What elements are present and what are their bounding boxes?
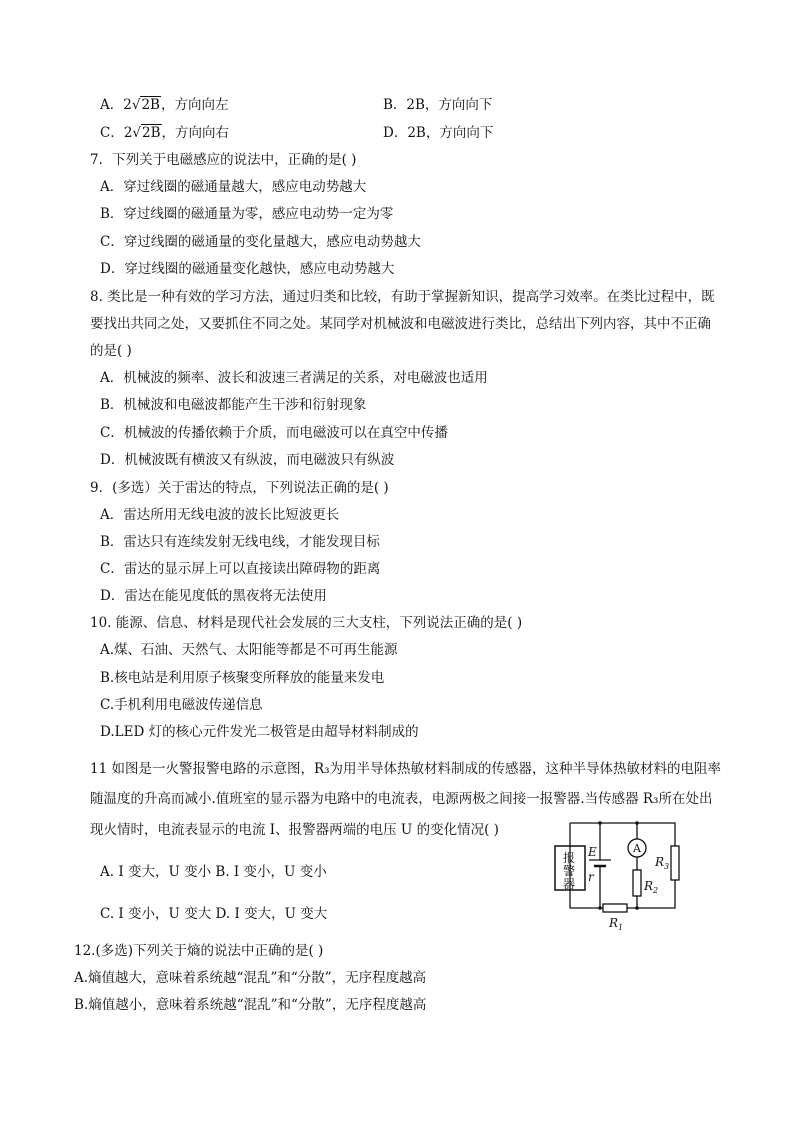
r2-resistor	[633, 870, 641, 896]
r1-resistor	[603, 904, 627, 912]
q10-option-b: B.核电站是利用原子核聚变所释放的能量来发电	[100, 670, 385, 686]
q7-option-c: C．穿过线圈的磁通量的变化量越大，感应电动势越大	[100, 234, 421, 250]
q10-option-a: A.煤、石油、天然气、太阳能等都是不可再生能源	[100, 642, 398, 658]
q9-stem: 9．(多选）关于雷达的特点，下列说法正确的是( )	[90, 480, 389, 496]
q8-stem-line1: 8. 类比是一种有效的学习方法，通过归类和比较，有助于掌握新知识，提高学习效率。在类比过程中，既	[90, 289, 715, 305]
alarm-circuit-diagram	[545, 818, 690, 933]
q7-option-b: B．穿过线圈的磁通量为零，感应电动势一定为零	[100, 206, 394, 222]
q11-stem-line2: 随温度的升高而减小.值班室的显示器为电路中的电流表，电源两极之间接一报警器.当传感器 R₃所在处出	[90, 791, 713, 807]
q8-stem-line2: 要找出共同之处，又要抓住不同之处。某同学对机械波和电磁波进行类比，总结出下列内容，其中不正确	[90, 316, 711, 332]
q9-option-d: D．雷达在能见度低的黑夜将无法使用	[100, 588, 327, 604]
q6-option-a: A．2√2B，方向向左	[100, 97, 229, 113]
q9-option-c: C．雷达的显示屏上可以直接读出障碍物的距离	[100, 561, 381, 577]
r1-label: $R_1$	[609, 916, 624, 932]
q11-stem-line3: 现火情时，电流表显示的电流 I、报警器两端的电压 U 的变化情况( )	[90, 822, 499, 838]
q11-options-cd: C. I 变小，U 变大 D. I 变大，U 变大	[100, 906, 328, 922]
q6-option-b: B．2B，方向向下	[383, 97, 493, 113]
r2-label: $R_2$	[644, 879, 659, 895]
emf-label: E	[588, 845, 597, 859]
q8-option-a: A．机械波的频率、波长和波速三者满足的关系，对电磁波也适用	[100, 370, 488, 386]
ammeter-label: A	[633, 842, 641, 855]
sqrt-symbol: √2B	[132, 125, 161, 141]
q11-options-ab: A. I 变大，U 变小 B. I 变小，U 变小	[100, 864, 327, 880]
r3-resistor	[671, 846, 679, 880]
q12-stem: 12.(多选)下列关于熵的说法中正确的是( )	[74, 943, 324, 959]
q8-option-d: D．机械波既有横波又有纵波，而电磁波只有纵波	[100, 452, 395, 468]
q10-option-d: D.LED 灯的核心元件发光二极管是由超导材料制成的	[100, 724, 419, 740]
q8-option-b: B．机械波和电磁波都能产生干涉和衍射现象	[100, 397, 367, 413]
q10-option-c: C.手机利用电磁波传递信息	[100, 697, 263, 713]
q8-stem-line3: 的是( )	[90, 343, 132, 359]
junction-dot	[598, 906, 602, 910]
q12-option-b: B.熵值越小，意味着系统越“混乱”和“分散”，无序程度越高	[74, 997, 427, 1013]
q6-option-c: C．2√2B，方向向右	[100, 125, 230, 141]
q11-stem-line1: 11 如图是一火警报警电路的示意图，R₃为用半导体热敏材料制成的传感器，这种半导体热敏材料的电阻率	[90, 761, 722, 777]
q8-option-c: C．机械波的传播依赖于介质，而电磁波可以在真空中传播	[100, 425, 448, 441]
q10-stem: 10. 能源、信息、材料是现代社会发展的三大支柱，下列说法正确的是( )	[90, 615, 523, 631]
alarm-label-1: 报	[563, 851, 576, 865]
q12-option-a: A.熵值越大，意味着系统越“混乱”和“分散”，无序程度越高	[74, 970, 427, 986]
internal-resistance-label: r	[588, 870, 594, 884]
alarm-label-3: 器	[563, 877, 576, 891]
q7-option-d: D．穿过线圈的磁通量变化越快，感应电动势越大	[100, 261, 395, 277]
q9-option-a: A．雷达所用无线电波的波长比短波更长	[100, 507, 340, 523]
alarm-label-2: 警	[563, 864, 576, 878]
q6-option-d: D．2B，方向向下	[383, 125, 494, 141]
sqrt-symbol: √2B	[131, 97, 160, 113]
q7-option-a: A．穿过线圈的磁通量越大，感应电动势越大	[100, 179, 367, 195]
r3-label: $R_3$	[655, 855, 670, 871]
q9-option-b: B．雷达只有连续发射无线电线，才能发现目标	[100, 534, 380, 550]
q7-stem: 7．下列关于电磁感应的说法中，正确的是( )	[90, 152, 357, 168]
junction-dot	[635, 906, 639, 910]
junction-dot	[598, 821, 602, 825]
junction-dot	[635, 821, 639, 825]
